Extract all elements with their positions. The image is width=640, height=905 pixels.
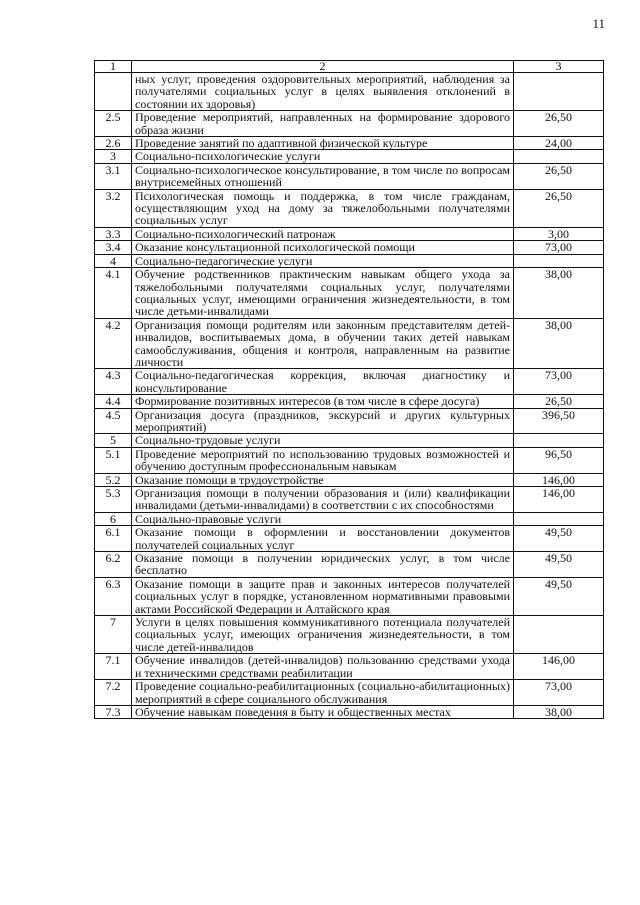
table-row	[95, 654, 604, 680]
service-description: Оказание помощи в защите прав и законных интересов получателей социальных услуг в порядке, установленном нормативными правовыми актами Российской Федерации и Алтайского края	[132, 577, 514, 615]
service-description: Оказание помощи в трудоустройстве	[132, 473, 514, 486]
table-row	[95, 369, 604, 395]
service-description: Организация помощи в получении образования и (или) квалификации инвалидами (детьми-инвалидами) в соответствии с их способностями	[132, 487, 514, 513]
service-price: 38,00	[514, 318, 604, 369]
table-row	[95, 189, 604, 227]
service-description: Организация помощи родителям или законным представителям детей-инвалидов, воспитываемых дома, в обучении таких детей навыкам самообслуживания, общения и контроля, направленным на развитие личности	[132, 318, 514, 369]
row-number: 5	[95, 434, 132, 447]
row-number: 2.6	[95, 137, 132, 150]
service-price: 49,50	[514, 577, 604, 615]
table-row	[95, 526, 604, 552]
services-price-table	[94, 60, 604, 719]
table-row	[95, 473, 604, 486]
service-price: 26,50	[514, 189, 604, 227]
service-price: 146,00	[514, 654, 604, 680]
row-number: 4	[95, 254, 132, 267]
service-price: 49,50	[514, 552, 604, 578]
row-number: 3.3	[95, 227, 132, 240]
service-price: 396,50	[514, 408, 604, 434]
service-description: Оказание консультационной психологической помощи	[132, 241, 514, 254]
service-price: 26,50	[514, 395, 604, 408]
service-price	[514, 512, 604, 525]
table-row	[95, 616, 604, 654]
service-description: Проведение мероприятий по использованию трудовых возможностей и обучению доступным профессиональным навыкам	[132, 447, 514, 473]
row-number: 7.1	[95, 654, 132, 680]
service-price: 73,00	[514, 241, 604, 254]
service-price: 146,00	[514, 473, 604, 486]
service-price	[514, 254, 604, 267]
service-description: Оказание помощи в оформлении и восстановлении документов получателей социальных услуг	[132, 526, 514, 552]
service-price	[514, 434, 604, 447]
table-row	[95, 487, 604, 513]
service-description: Проведение социально-реабилитационных (социально-абилитационных) мероприятий в сфере социального обслуживания	[132, 680, 514, 706]
row-number: 6.2	[95, 552, 132, 578]
service-description: Социально-психологические услуги	[132, 150, 514, 163]
service-description: Социально-психологический патронаж	[132, 227, 514, 240]
service-price: 73,00	[514, 680, 604, 706]
header-col-price: 3	[514, 61, 604, 73]
table-row	[95, 512, 604, 525]
row-number: 5.3	[95, 487, 132, 513]
service-description: Проведение занятий по адаптивной физической культуре	[132, 137, 514, 150]
service-description: Социально-педагогическая коррекция, включая диагностику и консультирование	[132, 369, 514, 395]
service-description: Социально-трудовые услуги	[132, 434, 514, 447]
row-number: 6.1	[95, 526, 132, 552]
service-description: Формирование позитивных интересов (в том числе в сфере досуга)	[132, 395, 514, 408]
row-number: 7	[95, 616, 132, 654]
service-price	[514, 616, 604, 654]
table-row	[95, 447, 604, 473]
row-number: 5.1	[95, 447, 132, 473]
row-number: 6	[95, 512, 132, 525]
service-description: Обучение родственников практическим навыкам общего ухода за тяжелобольными получателями социальных услуг, получателями социальных услуг, имеющими ограничения жизнедеятельности, в том числе детьми-инвалидами	[132, 268, 514, 319]
service-description: Услуги в целях повышения коммуникативного потенциала получателей социальных услуг, имеющих ограничения жизнедеятельности, в том числе детей-инвалидов	[132, 616, 514, 654]
service-description: Проведение мероприятий, направленных на формирование здорового образа жизни	[132, 111, 514, 137]
table-row	[95, 227, 604, 240]
table-header-row	[95, 61, 604, 73]
row-number: 7.2	[95, 680, 132, 706]
service-price: 96,50	[514, 447, 604, 473]
service-price: 146,00	[514, 487, 604, 513]
row-number: 4.5	[95, 408, 132, 434]
service-description: Организация досуга (праздников, экскурсий и других культурных мероприятий)	[132, 408, 514, 434]
table-row	[95, 552, 604, 578]
service-price: 49,50	[514, 526, 604, 552]
table-body	[95, 73, 604, 719]
service-price: 3,00	[514, 227, 604, 240]
service-description: Обучение навыкам поведения в быту и общественных местах	[132, 705, 514, 718]
row-number	[95, 73, 132, 111]
service-description: ных услуг, проведения оздоровительных мероприятий, наблюдения за получателями социальных услуг в целях выявления отклонений в состоянии их здоровья)	[132, 73, 514, 111]
table-row	[95, 577, 604, 615]
row-number: 4.3	[95, 369, 132, 395]
table-row	[95, 680, 604, 706]
service-price: 26,50	[514, 163, 604, 189]
service-description: Социально-правовые услуги	[132, 512, 514, 525]
row-number: 4.4	[95, 395, 132, 408]
page-number: 11	[592, 16, 605, 31]
service-description: Социально-психологическое консультирование, в том числе по вопросам внутрисемейных отношений	[132, 163, 514, 189]
table-row	[95, 254, 604, 267]
table-row	[95, 73, 604, 111]
service-price: 26,50	[514, 111, 604, 137]
row-number: 4.2	[95, 318, 132, 369]
row-number: 4.1	[95, 268, 132, 319]
table-row	[95, 137, 604, 150]
header-col-description: 2	[132, 61, 514, 73]
service-price: 38,00	[514, 268, 604, 319]
table-row	[95, 408, 604, 434]
service-description: Психологическая помощь и поддержка, в том числе гражданам, осуществляющим уход на дому за тяжелобольными получателями социальных услуг	[132, 189, 514, 227]
row-number: 3.2	[95, 189, 132, 227]
row-number: 7.3	[95, 705, 132, 718]
service-description: Обучение инвалидов (детей-инвалидов) пользованию средствами ухода и техническими средствами реабилитации	[132, 654, 514, 680]
row-number: 3.1	[95, 163, 132, 189]
service-price	[514, 73, 604, 111]
table-row	[95, 150, 604, 163]
row-number: 3.4	[95, 241, 132, 254]
table-row	[95, 434, 604, 447]
service-price: 38,00	[514, 705, 604, 718]
service-price: 24,00	[514, 137, 604, 150]
service-price	[514, 150, 604, 163]
table-row	[95, 395, 604, 408]
table-row	[95, 705, 604, 718]
table-row	[95, 318, 604, 369]
service-description: Оказание помощи в получении юридических услуг, в том числе бесплатно	[132, 552, 514, 578]
table-row	[95, 163, 604, 189]
row-number: 3	[95, 150, 132, 163]
table-row	[95, 268, 604, 319]
row-number: 2.5	[95, 111, 132, 137]
table-row	[95, 241, 604, 254]
table-row	[95, 111, 604, 137]
row-number: 5.2	[95, 473, 132, 486]
row-number: 6.3	[95, 577, 132, 615]
service-description: Социально-педагогические услуги	[132, 254, 514, 267]
header-col-number: 1	[95, 61, 132, 73]
service-price: 73,00	[514, 369, 604, 395]
